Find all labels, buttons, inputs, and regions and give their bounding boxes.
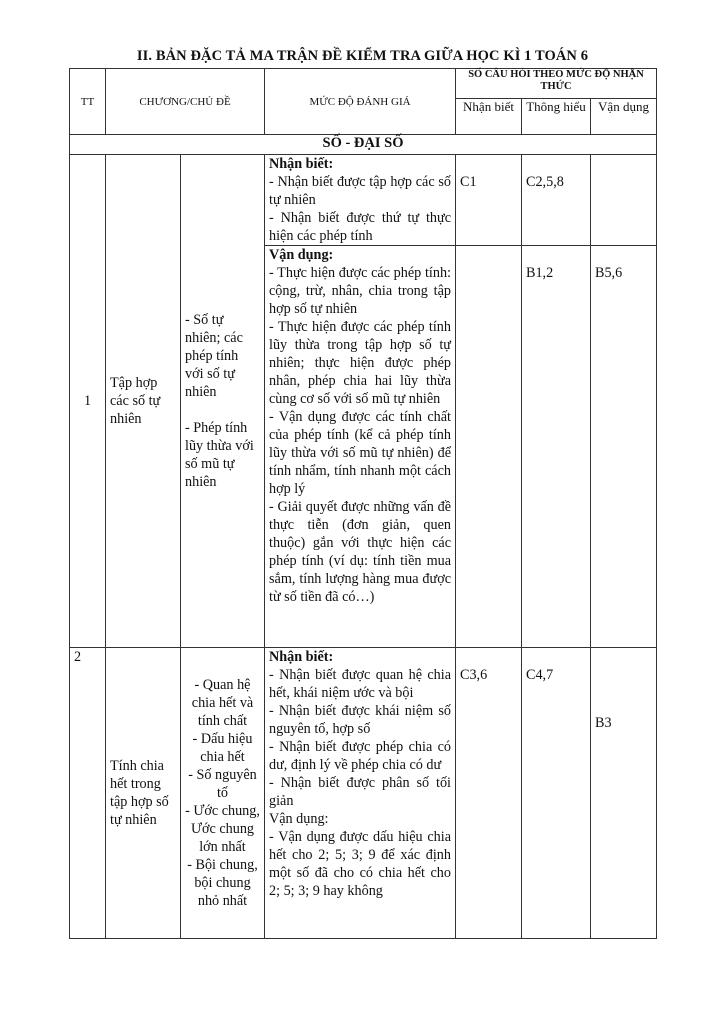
header-tt: TT	[70, 69, 106, 135]
topic-line: - Dấu hiệu chia hết	[192, 731, 253, 765]
level-heading: Nhận biết:	[269, 156, 334, 172]
level-description	[265, 155, 456, 246]
level-line: - Thực hiện được các phép tính: cộng, trừ, nhân, chia trong tập hợp số tự nhiên	[269, 265, 451, 317]
header-level: MỨC ĐỘ ĐÁNH GIÁ	[265, 69, 456, 135]
level-line: - Nhận biết được tập hợp các số tự nhiên	[269, 174, 451, 208]
header-question-count: SỐ CÂU HỎI THEO MỨC ĐỘ NHẬN THỨC	[456, 69, 657, 99]
apply-cell	[591, 648, 657, 939]
recognize-cell: C3,6	[456, 648, 522, 939]
level-description	[265, 648, 456, 939]
understand-cell: C4,7	[522, 648, 591, 939]
header-apply: Vận dụng	[591, 99, 657, 135]
level-line: Vận dụng:	[269, 811, 329, 827]
topic-cell	[181, 155, 265, 648]
chapter-cell: Tập hợp các số tự nhiên	[106, 155, 181, 648]
table-row	[70, 155, 657, 246]
topic-line: - Ước chung, Ước chung lớn nhất	[185, 803, 260, 855]
level-line: - Nhận biết được phép chia có dư, định lý về phép chia có dư	[269, 739, 451, 773]
level-line: - Nhận biết được khái niệm số nguyên tố, hợp số	[269, 703, 451, 737]
header-recognize: Nhận biết	[456, 99, 522, 135]
recognize-cell: C1	[456, 155, 522, 246]
header-chapter: CHƯƠNG/CHỦ ĐỀ	[106, 69, 265, 135]
row-number: 1	[70, 155, 106, 648]
chapter-cell: Tính chia hết trong tập hợp số tự nhiên	[106, 648, 181, 939]
document-title: II. BẢN ĐẶC TẢ MA TRẬN ĐỀ KIỂM TRA GIỮA HỌC KÌ 1 TOÁN 6	[136, 48, 589, 64]
apply-value: B3	[595, 715, 612, 731]
apply-cell: B5,6	[591, 246, 657, 648]
section-heading: SỐ - ĐẠI SỐ	[70, 135, 657, 155]
level-line: - Nhận biết được phân số tối giản	[269, 775, 451, 809]
level-line: - Nhận biết được quan hệ chia hết, khái niệm ước và bội	[269, 667, 451, 701]
level-heading: Nhận biết:	[269, 649, 334, 665]
level-description	[265, 246, 456, 648]
apply-cell	[591, 155, 657, 246]
topic-line: - Quan hệ chia hết và tính chất	[191, 677, 254, 729]
level-line: - Vận dụng được dấu hiệu chia hết cho 2; 5; 3; 9 để xác định một số đã cho có chia hết cho 2; 5; 3; 9 hay không	[269, 829, 451, 899]
topic-line: - Số nguyên tố	[188, 767, 257, 801]
level-line: - Vận dụng được các tính chất của phép tính (kể cả phép tính lũy thừa với số mũ tự nhiên) để tính nhẩm, tính nhanh một cách hợp lý	[269, 409, 451, 497]
topic-line: - Phép tính lũy thừa với số mũ tự nhiên	[185, 420, 254, 490]
table-row	[70, 648, 657, 939]
row-number: 2	[70, 648, 106, 939]
header-understand: Thông hiểu	[522, 99, 591, 135]
level-line: - Thực hiện được các phép tính lũy thừa trong tập hợp số tự nhiên; thực hiện được phép nhân, phép chia hai lũy thừa cùng cơ số với số mũ tự nhiên	[269, 319, 451, 407]
recognize-cell	[456, 246, 522, 648]
topic-line: - Bội chung, bội chung nhỏ nhất	[187, 857, 258, 909]
understand-cell: B1,2	[522, 246, 591, 648]
specification-table	[69, 68, 657, 939]
level-heading: Vận dụng:	[269, 247, 334, 263]
level-line: - Nhận biết được thứ tự thực hiện các phép tính	[269, 210, 451, 244]
level-line: - Giải quyết được những vấn đề thực tiễn (đơn giản, quen thuộc) gắn với thực hiện các phép tính (ví dụ: tính tiền mua sắm, tính lượng hàng mua được từ số tiền đã có…)	[269, 499, 451, 605]
topic-cell	[181, 648, 265, 939]
understand-cell: C2,5,8	[522, 155, 591, 246]
topic-line: - Số tự nhiên; các phép tính với số tự nhiên	[185, 312, 243, 400]
